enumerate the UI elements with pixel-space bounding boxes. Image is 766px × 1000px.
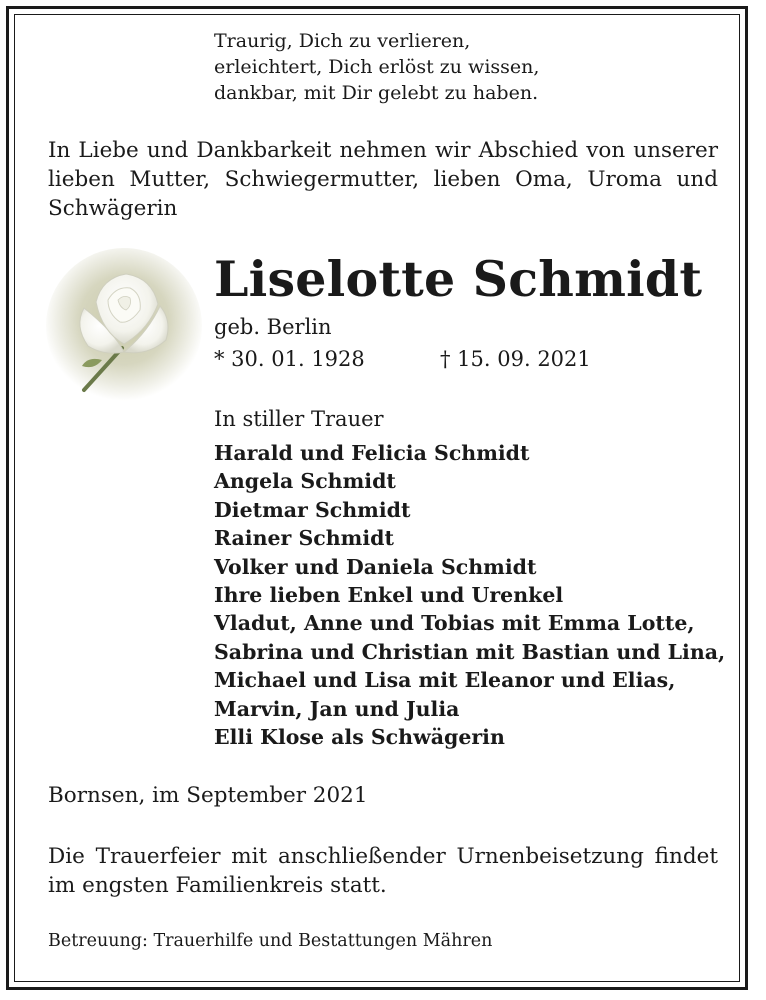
poem-line: erleichtert, Dich erlöst zu wissen,	[214, 56, 540, 78]
mourning-heading: In stiller Trauer	[214, 407, 384, 431]
intro-line: Schwägerin	[48, 196, 178, 221]
mourner-name: Dietmar Schmidt	[214, 497, 411, 522]
death-date: † 15. 09. 2021	[440, 347, 591, 371]
deceased-name: Liselotte Schmidt	[214, 250, 703, 308]
funeral-line: im engsten Familienkreis statt.	[48, 873, 387, 898]
mourner-name: Volker und Daniela Schmidt	[214, 554, 537, 579]
mourner-name: Elli Klose als Schwägerin	[214, 725, 505, 750]
poem-line: Traurig, Dich zu verlieren,	[214, 30, 471, 52]
intro-line: In Liebe und Dankbarkeit nehmen wir Abschied von unserer	[48, 138, 718, 163]
funeral-line: Die Trauerfeier mit anschließender Urnenbeisetzung findet	[48, 844, 718, 869]
intro-line: lieben Mutter, Schwiegermutter, lieben Oma, Uroma und	[48, 167, 718, 192]
funeral-notice	[48, 842, 718, 900]
mourner-name: Vladut, Anne und Tobias mit Emma Lotte,	[214, 611, 695, 636]
birth-date: * 30. 01. 1928	[214, 347, 365, 371]
place-date: Bornsen, im September 2021	[48, 783, 368, 808]
mourner-name: Michael und Lisa mit Eleanor und Elias,	[214, 668, 676, 693]
mourner-name: Marvin, Jan und Julia	[214, 696, 460, 721]
funeral-care-credit: Betreuung: Trauerhilfe und Bestattungen Mähren	[48, 931, 493, 951]
maiden-name: geb. Berlin	[214, 315, 332, 339]
mourner-name: Sabrina und Christian mit Bastian und Lina,	[214, 639, 726, 664]
mourner-name: Harald und Felicia Schmidt	[214, 441, 530, 465]
poem-line: dankbar, mit Dir gelebt zu haben.	[214, 82, 539, 104]
mourners-list	[214, 439, 725, 751]
mourner-name: Angela Schmidt	[214, 469, 396, 494]
intro-text	[48, 136, 718, 223]
mourner-name: Ihre lieben Enkel und Urenkel	[214, 583, 564, 608]
white-rose-icon	[44, 248, 204, 408]
mourner-name: Rainer Schmidt	[214, 526, 394, 551]
poem	[214, 28, 539, 106]
